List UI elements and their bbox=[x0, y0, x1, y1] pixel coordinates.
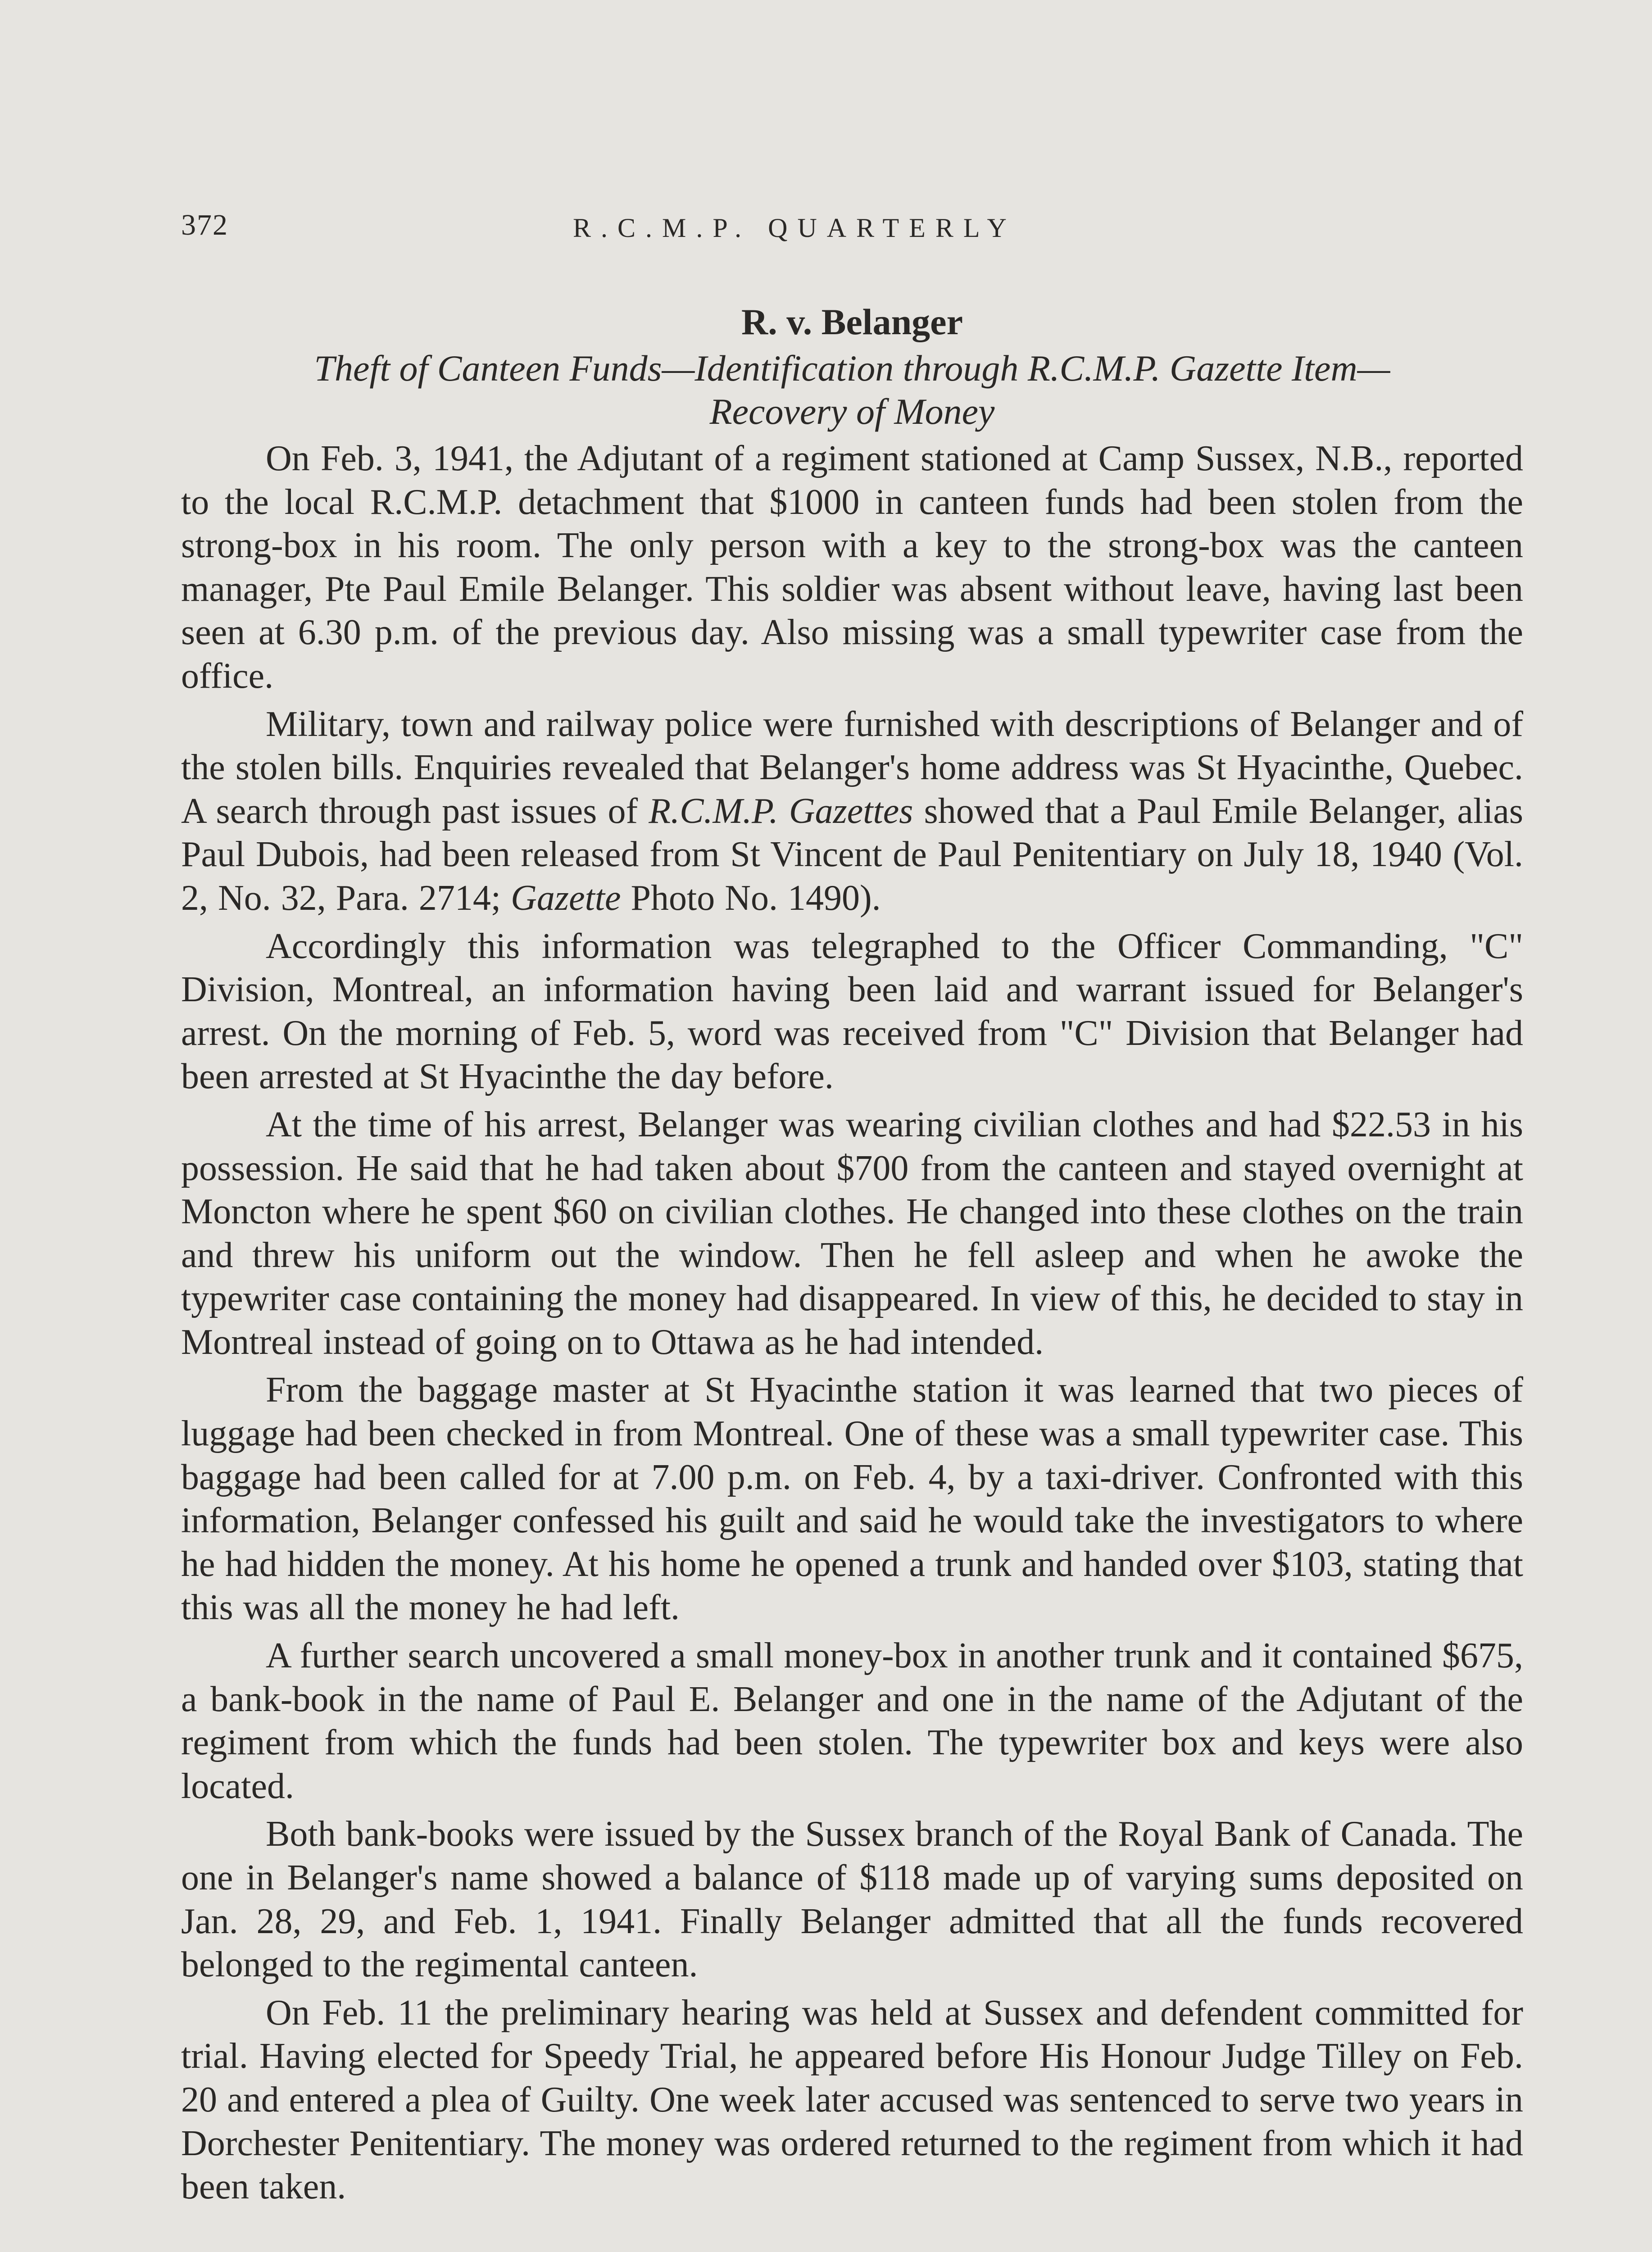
paragraph-8: On Feb. 11 the preliminary hearing was held at Sussex and defendent committed for trial. Having elected for Speedy Trial, he appeared before His Honour Judge Tilley on Feb. 20 and entered a plea of Guilty. One week later accused was sentenced to serve two years in Dorchester Penitentiary. The money was ordered returned to the regiment from which it had been taken. bbox=[181, 1993, 1523, 2207]
paragraph-2-italic-gazette: Gazette bbox=[511, 878, 621, 918]
article bbox=[181, 297, 1523, 2213]
running-head bbox=[181, 208, 1523, 258]
subtitle-line-1: Theft of Canteen Funds—Identification through R.C.M.P. Gazette Item— bbox=[314, 348, 1390, 389]
article-subtitle bbox=[181, 347, 1523, 433]
paragraph-2-italic-gazettes: R.C.M.P. Gazettes bbox=[649, 791, 913, 831]
article-title: R. v. Belanger bbox=[741, 301, 963, 342]
paragraph-3: Accordingly this information was telegraphed to the Officer Commanding, "C" Division, Montreal, an information having been laid and warrant issued for Belanger's arrest. On the morning of Feb. 5, word was received from "C" Division that Belanger had been arrested at St Hyacinthe the day before. bbox=[181, 926, 1523, 1097]
paragraph-2-text-c: Photo No. 1490). bbox=[621, 878, 881, 918]
paragraph-6: A further search uncovered a small money-box in another trunk and it contained $675, a bank-book in the name of Paul E. Belanger and one in the name of the Adjutant of the regiment from which the funds had been stolen. The typewriter box and keys were also located. bbox=[181, 1636, 1523, 1806]
subtitle-line-2: Recovery of Money bbox=[709, 391, 995, 432]
paragraph-5: From the baggage master at St Hyacinthe station it was learned that two pieces of luggage had been checked in from Montreal. One of these was a small typewriter case. This baggage had been called for at 7.00 p.m. on Feb. 4, by a taxi-driver. Confronted with this information, Belanger confessed his guilt and said he would take the investigators to where he had hidden the money. At his home he opened a trunk and handed over $103, stating that this was all the money he had left. bbox=[181, 1370, 1523, 1628]
paragraph-7: Both bank-books were issued by the Sussex branch of the Royal Bank of Canada. The one in Belanger's name showed a balance of $118 made up of varying sums deposited on Jan. 28, 29, and Feb. 1, 1941. Finally Belanger admitted that all the funds recovered belonged to the regimental canteen. bbox=[181, 1814, 1523, 1985]
paragraph-1: On Feb. 3, 1941, the Adjutant of a regiment stationed at Camp Sussex, N.B., reported to the local R.C.M.P. detachment that $1000 in canteen funds had been stolen from the strong-box in his room. The only person with a key to the strong-box was the canteen manager, Pte Paul Emile Belanger. This soldier was absent without leave, having last been seen at 6.30 p.m. of the previous day. Also missing was a small typewriter case from the office. bbox=[181, 439, 1523, 696]
page-number: 372 bbox=[181, 209, 228, 241]
paragraph-2-text-b: showed that a Paul Emile Belanger, alias Paul Dubois, had been released from St Vincent de Paul Penitentiary on July 18, 1940 (Vol. 2, No. 32, Para. 2714; bbox=[181, 791, 1524, 918]
journal-title: R.C.M.P. QUARTERLY bbox=[573, 213, 1017, 243]
paragraph-2 bbox=[181, 703, 1523, 920]
paragraph-2-text-a: Military, town and railway police were furnished with descriptions of Belanger and of the stolen bills. Enquiries revealed that Belanger's home address was St Hyacinthe, Quebec. A search through past issues of bbox=[181, 704, 1523, 831]
paragraph-4: At the time of his arrest, Belanger was wearing civilian clothes and had $22.53 in his possession. He said that he had taken about $700 from the canteen and stayed overnight at Moncton where he spent $60 on civilian clothes. He changed into these clothes on the train and threw his uniform out the window. Then he fell asleep and when he awoke the typewriter case containing the money had disappeared. In view of this, he decided to stay in Montreal instead of going on to Ottawa as he had intended. bbox=[181, 1104, 1523, 1362]
